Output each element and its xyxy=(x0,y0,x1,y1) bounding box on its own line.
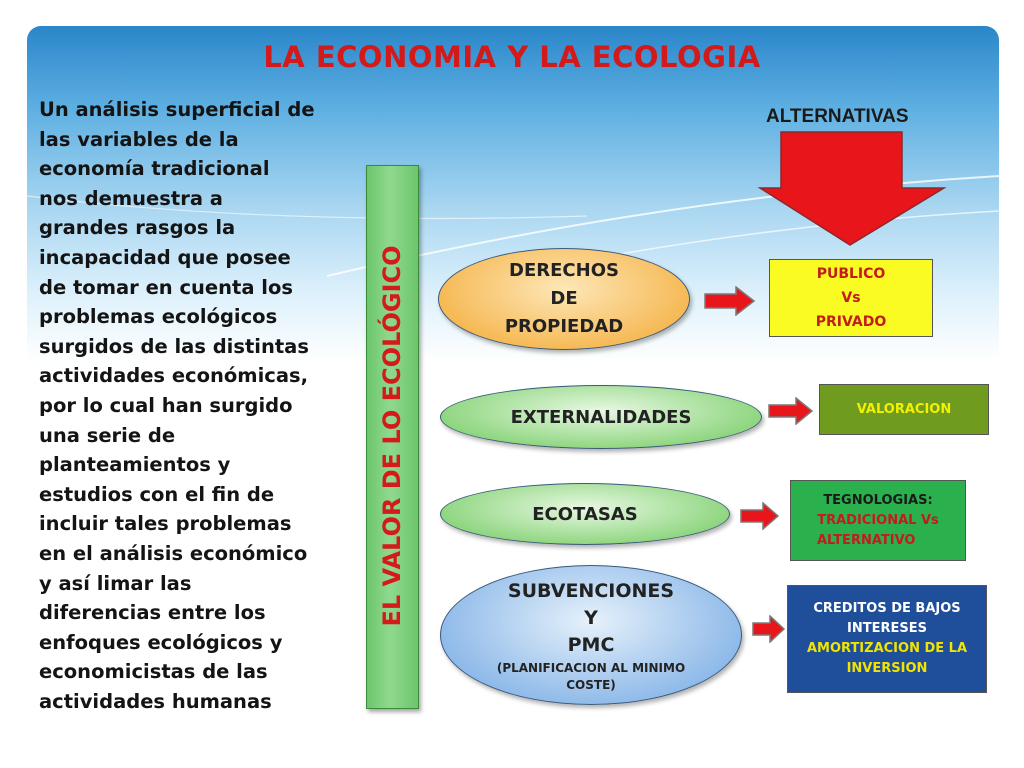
intro-line: una serie de xyxy=(39,423,176,447)
intro-line: actividades humanas xyxy=(39,689,272,713)
vertical-label: EL VALOR DE LO ECOLÓGICO xyxy=(378,245,406,627)
slide-title: LA ECONOMIA Y LA ECOLOGIA xyxy=(263,40,761,74)
intro-line: en el análisis económico xyxy=(39,541,308,565)
intro-line: problemas ecológicos xyxy=(39,305,278,329)
box-line: TRADICIONAL Vs xyxy=(817,512,939,528)
intro-line: diferencias entre los xyxy=(39,601,266,625)
intro-line: economicistas de las xyxy=(39,660,268,684)
intro-line: por lo cual han surgido xyxy=(39,393,293,417)
arrow-right-icon xyxy=(704,286,756,316)
node-line: PMC xyxy=(567,633,615,656)
intro-line: estudios con el fin de xyxy=(39,482,275,506)
intro-line: nos demuestra a xyxy=(39,186,223,210)
outcome-creditos xyxy=(787,585,987,693)
arrow-right-icon xyxy=(752,615,786,643)
node-ecotasas xyxy=(440,483,730,545)
box-line: INVERSION xyxy=(846,661,928,676)
node-line: Y xyxy=(584,606,598,629)
intro-line: incapacidad que posee xyxy=(39,245,291,269)
node-note: (PLANIFICACION AL MINIMO xyxy=(496,660,686,675)
node-subvenciones-pmc xyxy=(440,565,742,705)
intro-line: enfoques ecológicos y xyxy=(39,630,283,654)
node-derechos-de-propiedad xyxy=(438,248,690,350)
box-line: PRIVADO xyxy=(815,314,887,330)
intro-line: incluir tales problemas xyxy=(39,512,292,536)
intro-line: de tomar en cuenta los xyxy=(39,275,293,299)
arrow-right-icon xyxy=(740,502,780,530)
intro-line: planteamientos y xyxy=(39,453,231,477)
node-line: DERECHOS xyxy=(509,260,619,281)
node-line: DE xyxy=(550,288,578,309)
intro-paragraph xyxy=(39,95,325,716)
box-line: TEGNOLOGIAS: xyxy=(823,492,933,508)
node-externalidades xyxy=(440,385,762,449)
outcome-tecnologias xyxy=(790,480,966,561)
box-line: AMORTIZACION DE LA xyxy=(806,641,968,656)
node-line: ECOTASAS xyxy=(532,503,638,525)
node-line: PROPIEDAD xyxy=(504,316,624,337)
intro-line: Un análisis superficial de xyxy=(39,98,315,121)
outcome-publico-vs-privado xyxy=(769,259,933,337)
intro-line: economía tradicional xyxy=(39,157,270,181)
box-line: CREDITOS DE BAJOS xyxy=(813,601,961,616)
big-down-arrow-icon xyxy=(756,130,948,248)
node-line: SUBVENCIONES xyxy=(507,579,675,602)
intro-line: las variables de la xyxy=(39,127,239,151)
box-line: VALORACION xyxy=(856,402,952,417)
intro-line: surgidos de las distintas xyxy=(39,334,309,358)
alternatives-label: ALTERNATIVAS xyxy=(766,106,909,127)
intro-line: y así limar las xyxy=(39,571,192,595)
intro-line: actividades económicas, xyxy=(39,364,309,388)
arrow-right-icon xyxy=(768,397,814,425)
node-note: COSTE) xyxy=(566,677,616,692)
box-line: Vs xyxy=(841,290,861,306)
box-line: INTERESES xyxy=(847,621,927,636)
node-line: EXTERNALIDADES xyxy=(510,406,692,428)
box-line: ALTERNATIVO xyxy=(817,532,916,548)
box-line: PUBLICO xyxy=(816,266,886,282)
intro-line: grandes rasgos la xyxy=(39,216,236,240)
outcome-valoracion xyxy=(819,384,989,435)
